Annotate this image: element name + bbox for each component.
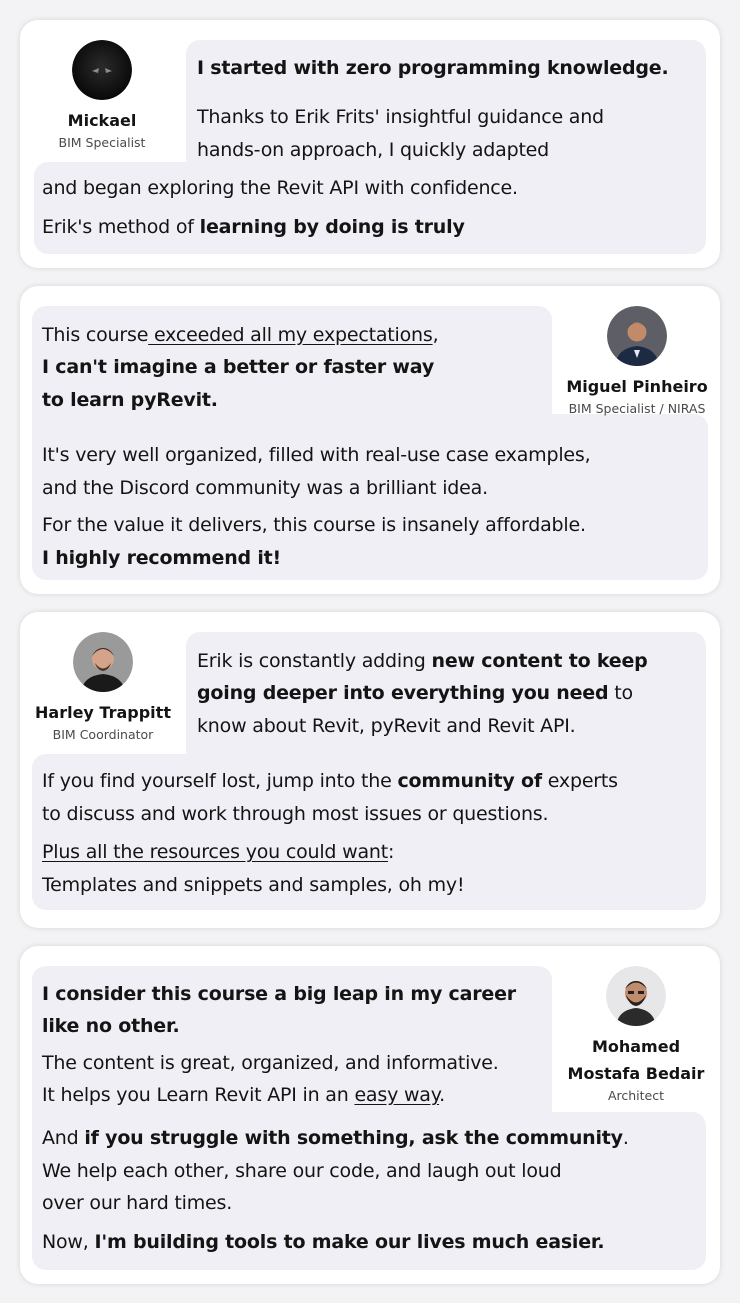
mickael-avatar-icon: [72, 40, 132, 100]
reviewer-role: BIM Specialist / NIRAS: [568, 401, 706, 416]
avatar: [607, 306, 667, 366]
quote-line: and the Discord community was a brilliant idea.: [42, 477, 488, 499]
quote-line: If you find yourself lost, jump into the community of experts: [42, 770, 618, 792]
quote-line: I started with zero programming knowledge.: [197, 57, 669, 79]
quote-line: going deeper into everything you need to: [197, 682, 633, 704]
reviewer-name: Mickael: [67, 111, 137, 130]
reviewer: [560, 306, 714, 417]
mohamed-avatar-icon: [606, 966, 666, 1026]
testimonial-card-harley: [20, 612, 720, 928]
quote-line: over our hard times.: [42, 1192, 233, 1214]
reviewer: [32, 40, 172, 151]
avatar: [72, 40, 132, 100]
reviewer-name: Harley Trappitt: [35, 703, 171, 722]
quote-line: Erik's method of learning by doing is truly: [42, 216, 465, 238]
reviewer-name-line: Mostafa Bedair: [567, 1064, 705, 1083]
quote-line: And if you struggle with something, ask the community.: [42, 1127, 629, 1149]
harley-avatar-icon: [73, 632, 133, 692]
reviewer-role: BIM Specialist: [58, 135, 146, 150]
quote-line: Templates and snippets and samples, oh my!: [42, 874, 465, 896]
quote-line: Plus all the resources you could want:: [42, 841, 395, 863]
miguel-avatar-icon: [607, 306, 667, 366]
quote-line: Now, I'm building tools to make our lives much easier.: [42, 1231, 605, 1253]
quote-line: know about Revit, pyRevit and Revit API.: [197, 715, 576, 737]
testimonial-card-miguel: [20, 286, 720, 594]
quote-line: Thanks to Erik Frits' insightful guidance and: [197, 106, 604, 128]
quote-line: I highly recommend it!: [42, 547, 282, 569]
quote-line: It's very well organized, filled with real-use case examples,: [42, 444, 591, 466]
quote-line: to discuss and work through most issues or questions.: [42, 803, 549, 825]
reviewer-name: [562, 1036, 710, 1085]
quote-line: The content is great, organized, and informative.: [42, 1052, 499, 1074]
quote-line: For the value it delivers, this course is insanely affordable.: [42, 514, 586, 536]
avatar: [73, 632, 133, 692]
reviewer-name-line: Mohamed: [591, 1037, 681, 1056]
quote-line: and began exploring the Revit API with confidence.: [42, 177, 518, 199]
reviewer: [562, 966, 710, 1104]
reviewer: [28, 632, 178, 743]
testimonial-card-mickael: [20, 20, 720, 268]
avatar: [606, 966, 666, 1026]
reviewer-role: BIM Coordinator: [52, 727, 154, 742]
quote-line: We help each other, share our code, and laugh out loud: [42, 1160, 562, 1182]
quote-line: I can't imagine a better or faster way: [42, 356, 435, 378]
reviewer-name: Miguel Pinheiro: [566, 377, 708, 396]
quote-line: like no other.: [42, 1015, 180, 1037]
testimonial-card-mohamed: [20, 946, 720, 1284]
quote-line: hands-on approach, I quickly adapted: [197, 139, 550, 161]
quote-line: to learn pyRevit.: [42, 389, 218, 411]
reviewer-role: Architect: [607, 1088, 665, 1103]
quote-line: This course exceeded all my expectations,: [42, 324, 439, 346]
quote-line: I consider this course a big leap in my career: [42, 983, 516, 1005]
quote-line: It helps you Learn Revit API in an easy way.: [42, 1084, 445, 1106]
quote-line: Erik is constantly adding new content to keep: [197, 650, 648, 672]
